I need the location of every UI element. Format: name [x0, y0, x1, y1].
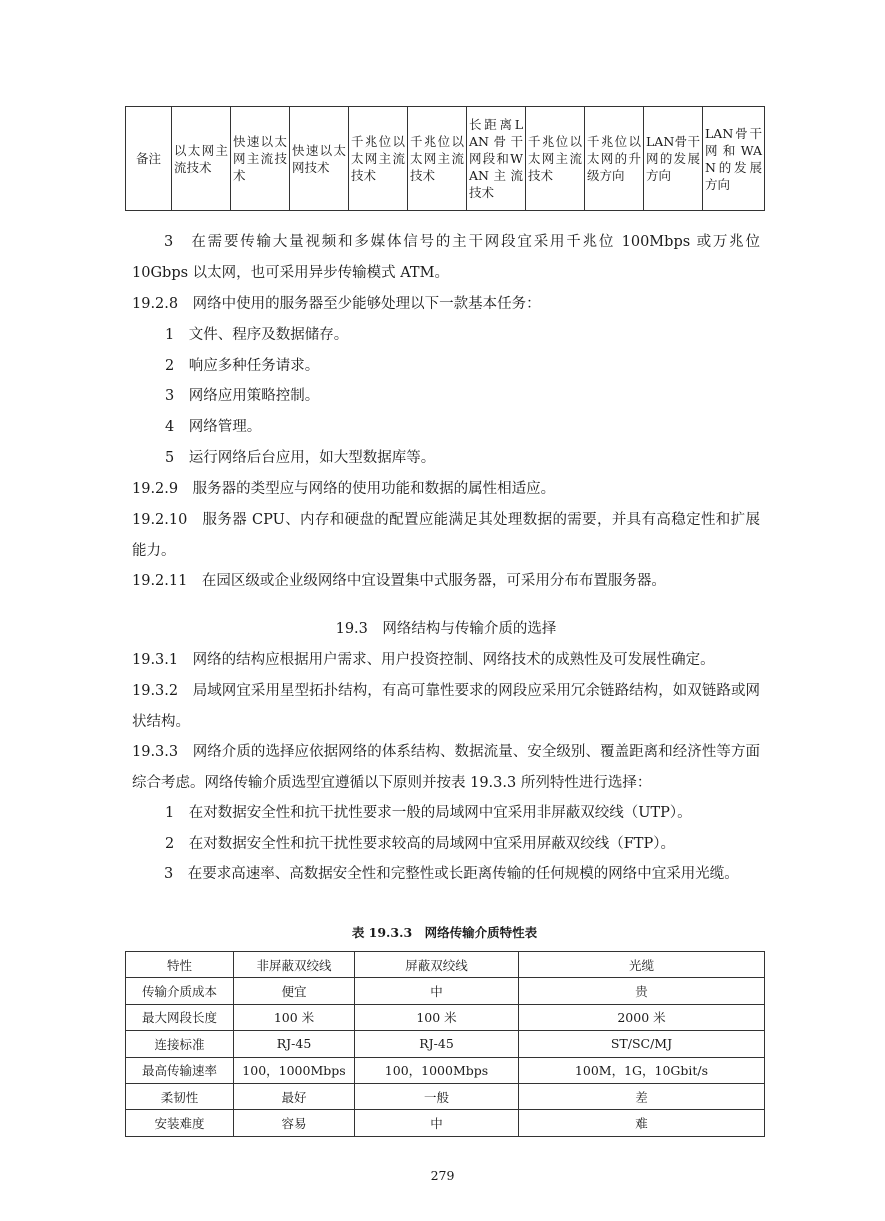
- section-heading: 19.3 网络结构与传输介质的选择: [335, 621, 557, 637]
- list-item: 1 文件、程序及数据储存。: [165, 327, 349, 343]
- table-cell: RJ-45: [355, 1031, 519, 1057]
- table-cell: 100，1000Mbps: [355, 1057, 519, 1083]
- table-cell: 100 米: [355, 1004, 519, 1030]
- list-item: 2 在对数据安全性和抗干扰性要求较高的局域网中宜采用屏蔽双绞线（FTP）。: [165, 836, 675, 852]
- clause-19-3-1: 19.3.1 网络的结构应根据用户需求、用户投资控制、网络技术的成熟性及可发展性确定。: [132, 652, 715, 668]
- clause-19-2-10: 19.2.10 服务器 CPU、内存和硬盘的配置应能满足其处理数据的需要，并具有高稳定性和扩展能力。: [132, 512, 760, 559]
- paragraph-atm: 3 在需要传输大量视频和多媒体信号的主干网段宜采用千兆位 100Mbps 或万兆位 10Gbps 以太网，也可采用异步传输模式 ATM。: [132, 234, 760, 281]
- column-header: 特性: [126, 952, 234, 978]
- table-cell: 长距离LAN骨干网段和WAN主流技术: [467, 107, 526, 211]
- table-header-row: [126, 952, 765, 978]
- table-cell: 难: [519, 1110, 765, 1136]
- network-tech-table-continuation: [125, 106, 765, 211]
- table-cell: 一般: [355, 1083, 519, 1109]
- table-row: [126, 1110, 765, 1136]
- table-cell: 以太网主流技术: [172, 107, 231, 211]
- list-item: 1 在对数据安全性和抗干扰性要求一般的局域网中宜采用非屏蔽双绞线（UTP）。: [165, 805, 692, 821]
- table-row: [126, 1057, 765, 1083]
- clause-19-3-2: 19.3.2 局域网宜采用星型拓扑结构，有高可靠性要求的网段应采用冗余链路结构，如双链路或网状结构。: [132, 683, 760, 730]
- page-number: 279: [430, 1168, 455, 1183]
- table-cell: 快速以太网主流技术: [231, 107, 290, 211]
- table-cell: 千兆位以太网的升级方向: [585, 107, 644, 211]
- table-cell: 100M，1G，10Gbit/s: [519, 1057, 765, 1083]
- table-cell: 千兆位以太网主流技术: [408, 107, 467, 211]
- table-cell: 中: [355, 1110, 519, 1136]
- table-cell: 最好: [234, 1083, 355, 1109]
- table-cell: 100，1000Mbps: [234, 1057, 355, 1083]
- column-header: 光缆: [519, 952, 765, 978]
- column-header: 非屏蔽双绞线: [234, 952, 355, 978]
- table-cell: RJ-45: [234, 1031, 355, 1057]
- table-cell: 快速以太网技术: [290, 107, 349, 211]
- table-cell: 中: [355, 978, 519, 1004]
- clause-19-2-11: 19.2.11 在园区级或企业级网络中宜设置集中式服务器，可采用分布布置服务器。: [132, 573, 666, 589]
- table-cell: 备注: [126, 107, 172, 211]
- list-item: 2 响应多种任务请求。: [165, 358, 320, 374]
- table-cell: 最高传输速率: [126, 1057, 234, 1083]
- clause-19-2-9: 19.2.9 服务器的类型应与网络的使用功能和数据的属性相适应。: [132, 481, 556, 497]
- list-item: 5 运行网络后台应用，如大型数据库等。: [165, 450, 436, 466]
- table-cell: ST/SC/MJ: [519, 1031, 765, 1057]
- table-cell: 容易: [234, 1110, 355, 1136]
- table-cell: 安装难度: [126, 1110, 234, 1136]
- list-item: 4 网络管理。: [165, 419, 262, 435]
- table-cell: 差: [519, 1083, 765, 1109]
- table-cell: 贵: [519, 978, 765, 1004]
- table-row: [126, 1004, 765, 1030]
- table-cell: 最大网段长度: [126, 1004, 234, 1030]
- table-cell: 传输介质成本: [126, 978, 234, 1004]
- clause-19-3-3: 19.3.3 网络介质的选择应依据网络的体系结构、数据流量、安全级别、覆盖距离和经济性等方面综合考虑。网络传输介质选型宜遵循以下原则并按表 19.3.3 所列特性进行选择：: [132, 744, 760, 791]
- table-cell: 柔韧性: [126, 1083, 234, 1109]
- table-cell: 千兆位以太网主流技术: [526, 107, 585, 211]
- table-caption: 表 19.3.3 网络传输介质特性表: [351, 925, 538, 940]
- list-item: 3 网络应用策略控制。: [165, 388, 320, 404]
- table-cell: 千兆位以太网主流技术: [349, 107, 408, 211]
- table-cell: LAN骨干网的发展方向: [644, 107, 703, 211]
- table-row: [126, 1031, 765, 1057]
- table-row: [126, 978, 765, 1004]
- column-header: 屏蔽双绞线: [355, 952, 519, 978]
- table-row: [126, 107, 765, 211]
- table-cell: 100 米: [234, 1004, 355, 1030]
- media-characteristics-table: [125, 951, 765, 1137]
- paragraph-fiber: 3 在要求高速率、高数据安全性和完整性或长距离传输的任何规模的网络中宜采用光缆。: [164, 866, 739, 882]
- table-cell: 连接标准: [126, 1031, 234, 1057]
- table-cell: 2000 米: [519, 1004, 765, 1030]
- table-cell: LAN骨干网和WAN的发展方向: [703, 107, 765, 211]
- table-row: [126, 1083, 765, 1109]
- clause-19-2-8: 19.2.8 网络中使用的服务器至少能够处理以下一款基本任务：: [132, 296, 541, 312]
- table-cell: 便宜: [234, 978, 355, 1004]
